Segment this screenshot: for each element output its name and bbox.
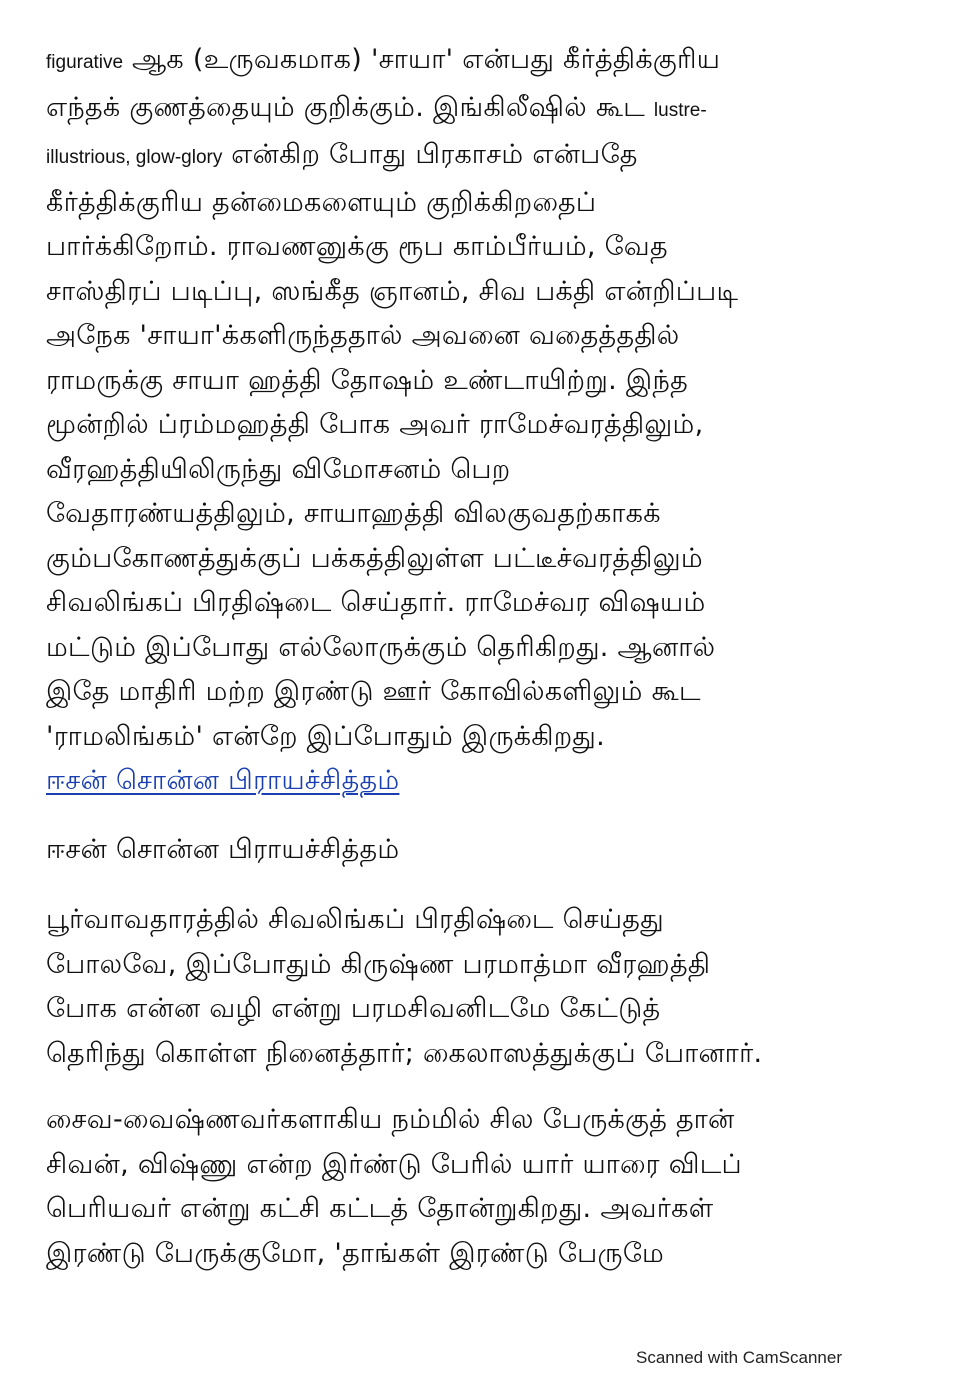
text-line: பார்க்கிறோம். ராவணனுக்கு ரூப காம்பீர்யம், வேத — [46, 231, 668, 262]
section-heading — [46, 828, 946, 873]
text-line: 'ராமலிங்கம்' என்றே இப்போதும் இருக்கிறது. — [46, 720, 606, 752]
tamil-text: என்கிற போது பிரகாசம் என்பதே — [222, 139, 638, 170]
document-page — [46, 38, 946, 1276]
text-line: பூர்வாவதாரத்தில் சிவலிங்கப் பிரதிஷ்டை செய்தது — [46, 904, 664, 935]
text-line: அநேக 'சாயா'க்களிருந்ததால் அவனை வதைத்ததில் — [46, 320, 680, 351]
text-line — [46, 38, 946, 86]
scanner-watermark: Scanned with CamScanner — [636, 1348, 843, 1367]
paragraph-krishna — [46, 898, 946, 1076]
text-line: வீரஹத்தியிலிருந்து விமோசனம் பெற — [46, 453, 511, 485]
paragraph-ravana-chaya — [46, 38, 946, 759]
link-container — [46, 759, 946, 804]
paragraph-shaiva-vaishnava — [46, 1098, 946, 1276]
text-line: போக என்ன வழி என்று பரமசிவனிடமே கேட்டுத் — [46, 993, 661, 1024]
text-line: சாஸ்திரப் படிப்பு, ஸங்கீத ஞானம், சிவ பக்தி என்றிப்படி — [46, 275, 739, 307]
tamil-text: ஆக (உருவகமாக) 'சாயா' என்பது கீர்த்திக்குரிய — [123, 44, 721, 75]
text-line: போலவே, இப்போதும் கிருஷ்ண பரமாத்மா வீரஹத்தி — [46, 948, 711, 980]
text-line: ராமருக்கு சாயா ஹத்தி தோஷம் உண்டாயிற்று. இந்த — [46, 364, 689, 396]
text-line — [46, 86, 946, 134]
text-line: சிவலிங்கப் பிரதிஷ்டை செய்தார். ராமேச்வர விஷயம் — [46, 587, 706, 618]
text-line: கும்பகோணத்துக்குப் பக்கத்திலுள்ள பட்டீச்வரத்திலும் — [46, 542, 703, 574]
tamil-text: எந்தக் குணத்தையும் குறிக்கும். இங்கிலீஷில் கூட — [46, 91, 654, 123]
text-line: தெரிந்து கொள்ள நினைத்தார்; கைலாஸத்துக்குப் போனார். — [46, 1037, 763, 1069]
text-line: பெரியவர் என்று கட்சி கட்டத் தோன்றுகிறது. அவர்கள் — [46, 1193, 714, 1224]
english-term: lustre- — [653, 99, 707, 121]
text-line: வேதாரண்யத்திலும், சாயாஹத்தி விலகுவதற்காகக் — [46, 498, 661, 529]
text-line: கீர்த்திக்குரிய தன்மைகளையும் குறிக்கிறதைப் — [46, 186, 597, 218]
text-line: சிவன், விஷ்ணு என்ற இர்ண்டு பேரில் யார் யாரை விடப் — [46, 1148, 742, 1180]
section-link[interactable]: ஈசன் சொன்ன பிராயச்சித்தம் — [46, 765, 400, 796]
text-line: இதே மாதிரி மற்ற இரண்டு ஊர் கோவில்களிலும் கூட — [46, 676, 701, 707]
text-line: மட்டும் இப்போது எல்லோருக்கும் தெரிகிறது. ஆனால் — [46, 631, 716, 663]
heading-text: ஈசன் சொன்ன பிராயச்சித்தம் — [46, 833, 400, 865]
text-line: மூன்றில் ப்ரம்மஹத்தி போக அவர் ராமேச்வரத்திலும், — [46, 409, 704, 440]
text-line: சைவ-வைஷ்ணவர்களாகிய நம்மில் சில பேருக்குத் தான் — [46, 1104, 735, 1135]
text-line: இரண்டு பேருக்குமோ, 'தாங்கள் இரண்டு பேருமே — [46, 1237, 665, 1269]
english-term: illustrious, glow-glory — [46, 147, 223, 168]
english-term: figurative — [46, 52, 124, 73]
text-line — [46, 133, 946, 181]
